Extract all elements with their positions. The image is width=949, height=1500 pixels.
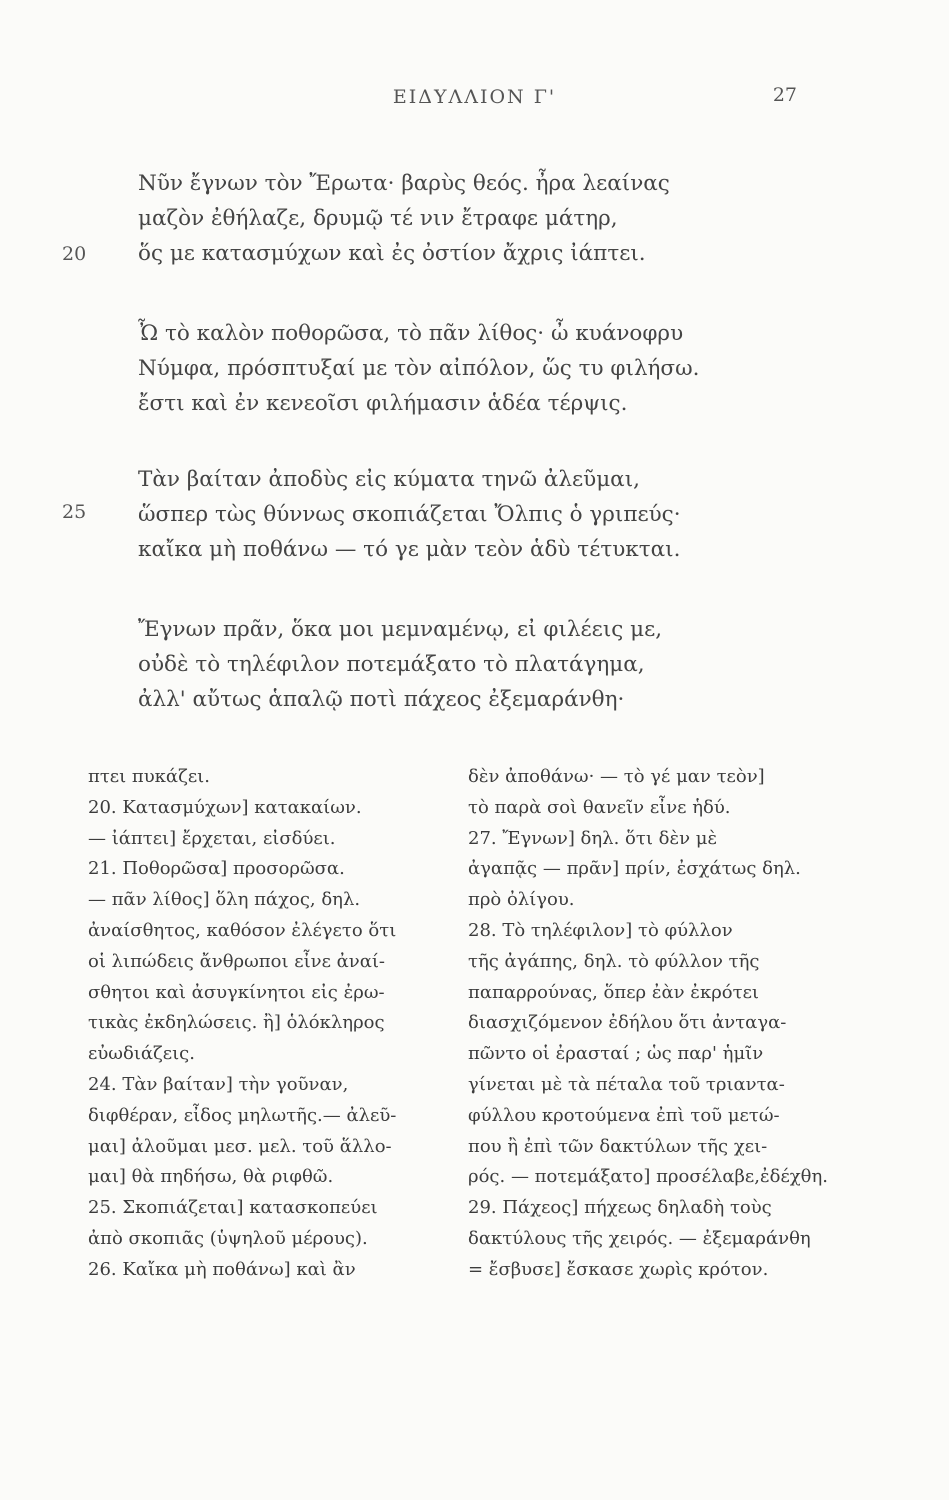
note-line: πρὸ ὀλίγου.	[468, 889, 575, 911]
note-line: 29. Πάχεος] πήχεως δηλαδὴ τοὺς	[468, 1197, 772, 1219]
note-line: 21. Ποθορῶσα] προσορῶσα.	[88, 858, 345, 880]
note-line: ἀγαπᾷς — πρᾶν] πρίν, ἐσχάτως δηλ.	[468, 858, 801, 880]
note-line: ἀπὸ σκοπιᾶς (ὑψηλοῦ μέρους).	[88, 1227, 368, 1249]
note-line: που ἢ ἐπὶ τῶν δακτύλων τῆς χει-	[468, 1135, 768, 1157]
running-title: ΕΙΔΥΛΛΙΟΝ Γ'	[392, 86, 557, 108]
note-line: 20. Κατασμύχων] κατακαίων.	[88, 796, 362, 818]
note-line: πτει πυκάζει.	[88, 766, 210, 787]
note-line: — πᾶν λίθος] ὅλη πάχος, δηλ.	[88, 889, 361, 911]
note-line: σθητοι καὶ ἀσυγκίνητοι εἰς ἐρω-	[88, 981, 385, 1003]
note-line: 25. Σκοπιάζεται] κατασκοπεύει	[88, 1197, 378, 1219]
verse-line: οὐδὲ τὸ τηλέφιλον ποτεμάξατο τὸ πλατάγημα,	[138, 652, 645, 677]
note-line: μαι] θὰ πηδήσω, θὰ ριφθῶ.	[88, 1166, 334, 1188]
line-number-25: 25	[62, 501, 87, 523]
line-number-20: 20	[62, 243, 87, 265]
note-line: τικὰς ἐκδηλώσεις. ἢ] ὁλόκληρος	[88, 1012, 385, 1034]
note-line: μαι] ἀλοῦμαι μεσ. μελ. τοῦ ἅλλο-	[88, 1135, 392, 1157]
note-line: ἀναίσθητος, καθόσον ἐλέγετο ὅτι	[88, 919, 397, 941]
note-line: διασχιζόμενον ἐδήλου ὅτι ἀνταγα-	[468, 1012, 787, 1034]
note-line: φύλλου κροτούμενα ἐπὶ τοῦ μετώ-	[468, 1104, 780, 1126]
note-line: 26. Καἴκα μὴ ποθάνω] καὶ ἂν	[88, 1258, 356, 1280]
page-number: 27	[772, 84, 797, 106]
commentary-right-column	[468, 762, 848, 1286]
note-line: παπαρρούνας, ὅπερ ἐὰν ἐκρότει	[468, 981, 759, 1003]
verse-line: ὥσπερ τὼς θύννως σκοπιάζεται Ὄλπις ὁ γριπεύς·	[138, 502, 681, 527]
note-line: 24. Τὰν βαίταν] τὴν γοῦναν,	[88, 1073, 349, 1095]
note-line: πῶντο οἱ ἐρασταί ; ὡς παρ' ἡμῖν	[468, 1043, 764, 1065]
note-line: εὐωδιάζεις.	[88, 1043, 195, 1065]
verse-line: ἔστι καὶ ἐν κενεοῖσι φιλήμασιν ἁδέα τέρψις.	[138, 391, 628, 416]
note-line: τὸ παρὰ σοὶ θανεῖν εἶνε ἡδύ.	[468, 796, 731, 818]
verse-line: Νῦν ἔγνων τὸν Ἔρωτα· βαρὺς θεός. ἦρα λεαίνας	[138, 171, 670, 196]
verse-line: καἴκα μὴ ποθάνω — τό γε μὰν τεὸν ἁδὺ τέτυκται.	[138, 537, 681, 562]
note-line: τῆς ἀγάπης, δηλ. τὸ φύλλον τῆς	[468, 950, 760, 972]
note-line: 27. Ἔγνων] δηλ. ὅτι δὲν μὲ	[468, 827, 718, 849]
verse-stanza	[138, 612, 778, 717]
verse-line: μαζὸν ἐθήλαζε, δρυμῷ τέ νιν ἔτραφε μάτηρ,	[138, 206, 618, 231]
note-line: — ἰάπτει] ἔρχεται, εἰσδύει.	[88, 827, 336, 849]
verse-line: ὅς με κατασμύχων καὶ ἐς ὀστίον ἄχρις ἰάπτει.	[138, 241, 646, 266]
commentary-left-column	[88, 762, 453, 1286]
note-line: 28. Τὸ τηλέφιλον] τὸ φύλλον	[468, 919, 733, 941]
verse-stanza	[138, 316, 778, 421]
verse-line: Ἔγνων πρᾶν, ὅκα μοι μεμναμένῳ, εἰ φιλέεις με,	[138, 617, 663, 642]
note-line: διφθέραν, εἶδος μηλωτῆς.— ἀλεῦ-	[88, 1104, 397, 1126]
note-line: δακτύλους τῆς χειρός. — ἐξεμαράνθη	[468, 1227, 811, 1249]
note-line: ρός. — ποτεμάξατο] προσέλαβε,ἐδέχθη.	[468, 1166, 829, 1188]
note-line: δὲν ἀποθάνω· — τὸ γέ μαν τεὸν]	[468, 766, 765, 787]
verse-line: ἀλλ' αὔτως ἁπαλῷ ποτὶ πάχεος ἐξεμαράνθη·	[138, 687, 625, 712]
verse-line: Νύμφα, πρόσπτυξαί με τὸν αἰπόλον, ὥς τυ φιλήσω.	[138, 356, 700, 381]
note-line: οἱ λιπώδεις ἄνθρωποι εἶνε ἀναί-	[88, 950, 386, 972]
verse-stanza	[138, 462, 778, 567]
verse-stanza	[138, 166, 778, 271]
note-line: γίνεται μὲ τὰ πέταλα τοῦ τριαντα-	[468, 1073, 785, 1095]
verse-line: Τὰν βαίταν ἀποδὺς εἰς κύματα τηνῶ ἀλεῦμαι,	[138, 467, 640, 492]
note-line: = ἔσβυσε] ἔσκασε χωρὶς κρότον.	[468, 1258, 769, 1280]
verse-line: Ὦ τὸ καλὸν ποθορῶσα, τὸ πᾶν λίθος· ὦ κυάνοφρυ	[138, 321, 684, 346]
